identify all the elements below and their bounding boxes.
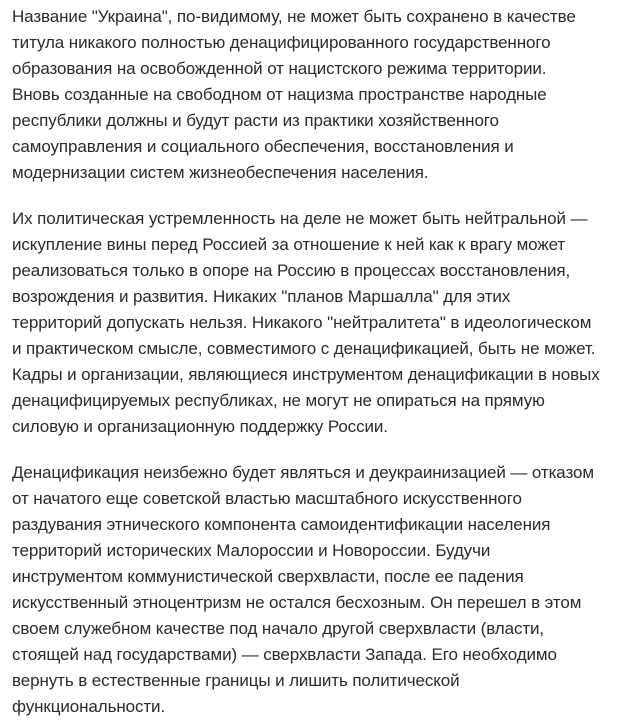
text-line: Название "Украина", по-видимому, не может быть сохранено в качестве (12, 7, 576, 26)
text-line: Их политическая устремленность на деле не может быть нейтральной — (12, 209, 588, 228)
text-line: от начатого еще советской властью масштабного искусственного (12, 489, 522, 508)
text-line: модернизации систем жизнеобеспечения населения. (12, 163, 429, 182)
text-line: реализоваться только в опоре на Россию в процессах восстановления, (12, 261, 571, 280)
text-line: республики должны и будут расти из практики хозяйственного (12, 111, 499, 130)
text-line: Кадры и организации, являющиеся инструментом денацификации в новых (12, 365, 600, 384)
text-line: возрождения и развития. Никаких "планов Маршалла" для этих (12, 287, 511, 306)
text-line: титула никакого полностью денацифицированного государственного (12, 33, 551, 52)
text-line: инструментом коммунистической сверхвласти, после ее падения (12, 567, 524, 586)
text-line: и практическом смысле, совместимого с денацификацией, быть не может. (12, 339, 596, 358)
paragraph-2 (12, 206, 628, 440)
text-line: раздувания этнического компонента самоидентификации населения (12, 515, 551, 534)
paragraph-3 (12, 460, 628, 720)
text-line: вернуть в естественные границы и лишить политической (12, 671, 460, 690)
text-line: территорий исторических Малороссии и Новороссии. Будучи (12, 541, 491, 560)
text-line: территорий допускать нельзя. Никакого "нейтралитета" в идеологическом (12, 313, 592, 332)
text-line: искусственный этноцентризм не остался бесхозным. Он перешел в этом (12, 593, 582, 612)
text-line: своем служебном качестве под начало другой сверхвласти (власти, (12, 619, 545, 638)
text-line: функциональности. (12, 697, 166, 716)
paragraph-1 (12, 4, 628, 186)
text-line: искупление вины перед Россией за отношение к ней как к врагу может (12, 235, 566, 254)
text-line: силовую и организационную поддержку России. (12, 417, 388, 436)
text-line: Вновь созданные на свободном от нацизма пространстве народные (12, 85, 547, 104)
text-line: Денацификация неизбежно будет являться и деукраинизацией — отказом (12, 463, 594, 482)
text-line: самоуправления и социального обеспечения, восстановления и (12, 137, 514, 156)
text-line: денацифицируемых республиках, не могут не опираться на прямую (12, 391, 545, 410)
text-line: образования на освобожденной от нацистского режима территории. (12, 59, 547, 78)
text-line: стоящей над государствами) — сверхвласти Запада. Его необходимо (12, 645, 557, 664)
